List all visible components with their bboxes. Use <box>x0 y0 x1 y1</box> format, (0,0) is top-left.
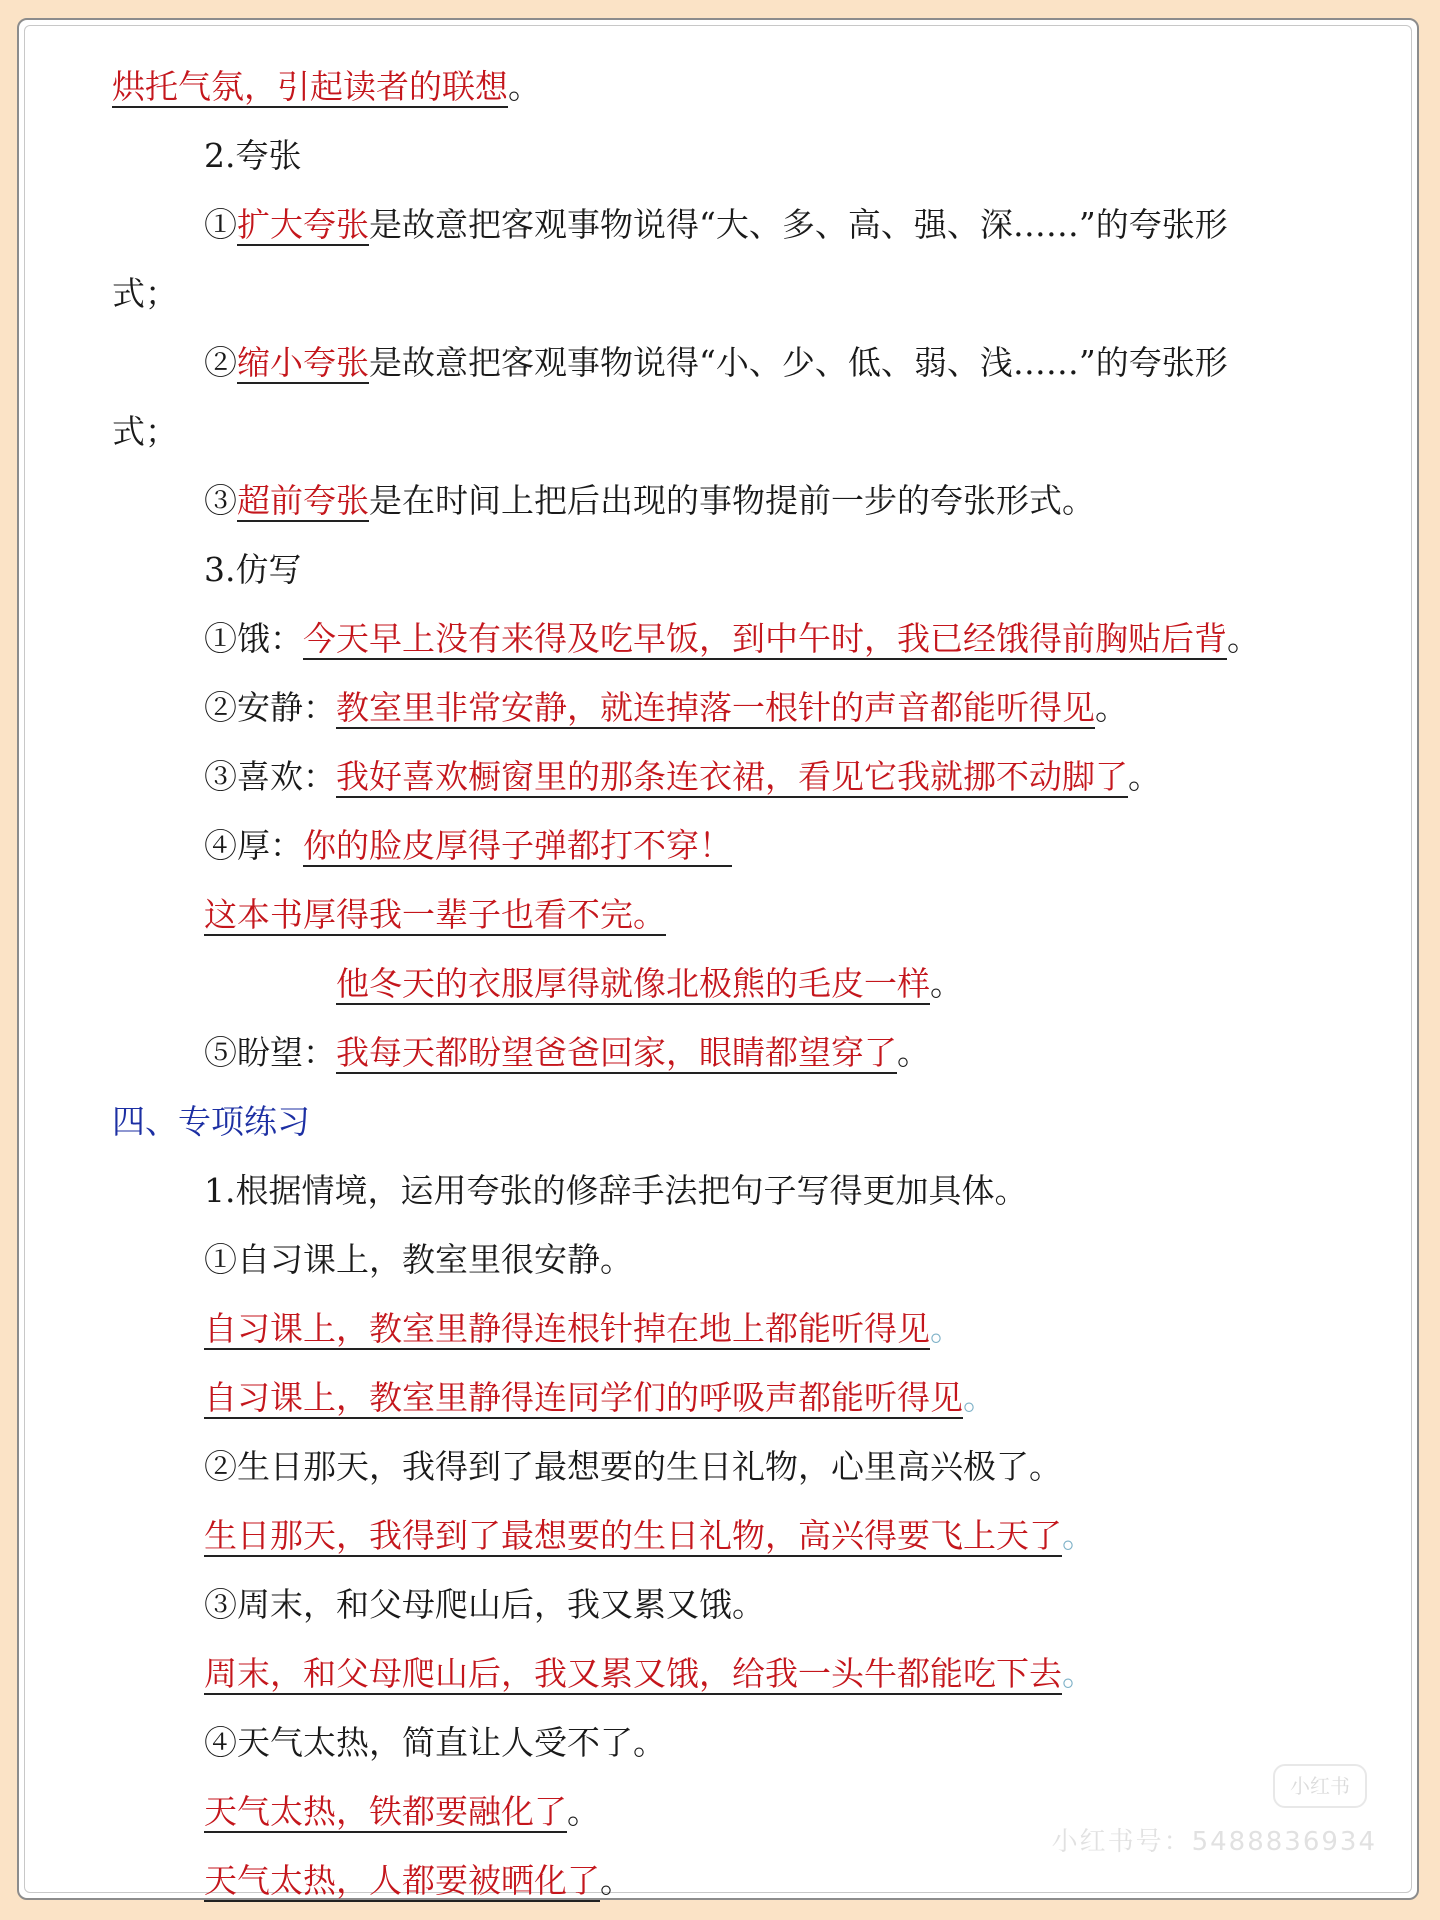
item-label: ①饿： <box>204 619 303 658</box>
punct: 。 <box>508 67 541 106</box>
text-line <box>112 52 1362 121</box>
watermark-text: 小红书号：5488836934 <box>1051 1827 1377 1857</box>
punct: 。 <box>1128 757 1161 796</box>
item-number: ② <box>204 343 237 382</box>
answer-text: 这本书厚得我一辈子也看不完。 <box>204 895 666 934</box>
text-line <box>112 1294 1362 1363</box>
answer-text: 我每天都盼望爸爸回家，眼睛都望穿了 <box>336 1033 897 1072</box>
text-line <box>112 604 1362 673</box>
item-label: ⑤盼望： <box>204 1033 336 1072</box>
question-item: ②生日那天，我得到了最想要的生日礼物，心里高兴极了。 <box>204 1447 1062 1486</box>
item-label: ②安静： <box>204 688 336 727</box>
text-line <box>112 190 1362 259</box>
item-number: ③ <box>204 481 237 520</box>
answer-text: 烘托气氛，引起读者的联想 <box>112 67 508 106</box>
text-line <box>112 949 1362 1018</box>
answer-text: 天气太热，铁都要融化了 <box>204 1792 567 1831</box>
punct: 。 <box>897 1033 930 1072</box>
item-number: ① <box>204 205 237 244</box>
question-text: 1.根据情境，运用夸张的修辞手法把句子写得更加具体。 <box>204 1171 1028 1210</box>
text-line <box>112 1363 1362 1432</box>
text-line <box>112 880 1362 949</box>
punct: 。 <box>1062 1654 1095 1693</box>
answer-term: 缩小夸张 <box>237 343 369 382</box>
text-line <box>112 1501 1362 1570</box>
answer-text: 我好喜欢橱窗里的那条连衣裙，看见它我就挪不动脚了 <box>336 757 1128 796</box>
part-heading: 四、专项练习 <box>112 1102 310 1141</box>
punct: 。 <box>1062 1516 1095 1555</box>
line-text: 是在时间上把后出现的事物提前一步的夸张形式。 <box>369 481 1095 520</box>
section-heading: 2.夸张 <box>204 136 302 175</box>
punct: 。 <box>963 1378 996 1417</box>
punct: 。 <box>600 1861 633 1900</box>
text-line <box>112 466 1362 535</box>
text-line: 式； <box>112 274 178 313</box>
text-line <box>112 328 1362 397</box>
line-text: 是故意把客观事物说得“大、多、高、强、深……”的夸张形 <box>369 205 1228 244</box>
answer-text: 他冬天的衣服厚得就像北极熊的毛皮一样 <box>336 964 930 1003</box>
answer-text: 生日那天，我得到了最想要的生日礼物，高兴得要飞上天了 <box>204 1516 1062 1555</box>
answer-term: 超前夸张 <box>237 481 369 520</box>
text-line: 式； <box>112 412 178 451</box>
answer-text: 教室里非常安静，就连掉落一根针的声音都能听得见 <box>336 688 1095 727</box>
punct: 。 <box>1227 619 1260 658</box>
document-page <box>17 18 1419 1900</box>
question-item: ③周末，和父母爬山后，我又累又饿。 <box>204 1585 765 1624</box>
text-line <box>112 673 1362 742</box>
punct: 。 <box>1095 688 1128 727</box>
section-heading: 3.仿写 <box>204 550 302 589</box>
document-content <box>112 52 1362 1915</box>
text-line <box>112 1018 1362 1087</box>
answer-text: 天气太热，人都要被晒化了 <box>204 1861 600 1900</box>
punct: 。 <box>930 1309 963 1348</box>
answer-term: 扩大夸张 <box>237 205 369 244</box>
question-item: ①自习课上，教室里很安静。 <box>204 1240 633 1279</box>
answer-text: 自习课上，教室里静得连根针掉在地上都能听得见 <box>204 1309 930 1348</box>
text-line <box>112 1639 1362 1708</box>
question-item: ④天气太热，简直让人受不了。 <box>204 1723 666 1762</box>
text-line <box>112 811 1362 880</box>
watermark-logo: 小红书 <box>1273 1764 1367 1808</box>
answer-text: 今天早上没有来得及吃早饭，到中午时，我已经饿得前胸贴后背 <box>303 619 1227 658</box>
answer-text: 自习课上，教室里静得连同学们的呼吸声都能听得见 <box>204 1378 963 1417</box>
item-label: ③喜欢： <box>204 757 336 796</box>
text-line <box>112 742 1362 811</box>
item-label: ④厚： <box>204 826 303 865</box>
line-text: 是故意把客观事物说得“小、少、低、弱、浅……”的夸张形 <box>369 343 1228 382</box>
punct: 。 <box>567 1792 600 1831</box>
punct: 。 <box>930 964 963 1003</box>
answer-text: 你的脸皮厚得子弹都打不穿！ <box>303 826 732 865</box>
answer-text: 周末，和父母爬山后，我又累又饿，给我一头牛都能吃下去 <box>204 1654 1062 1693</box>
